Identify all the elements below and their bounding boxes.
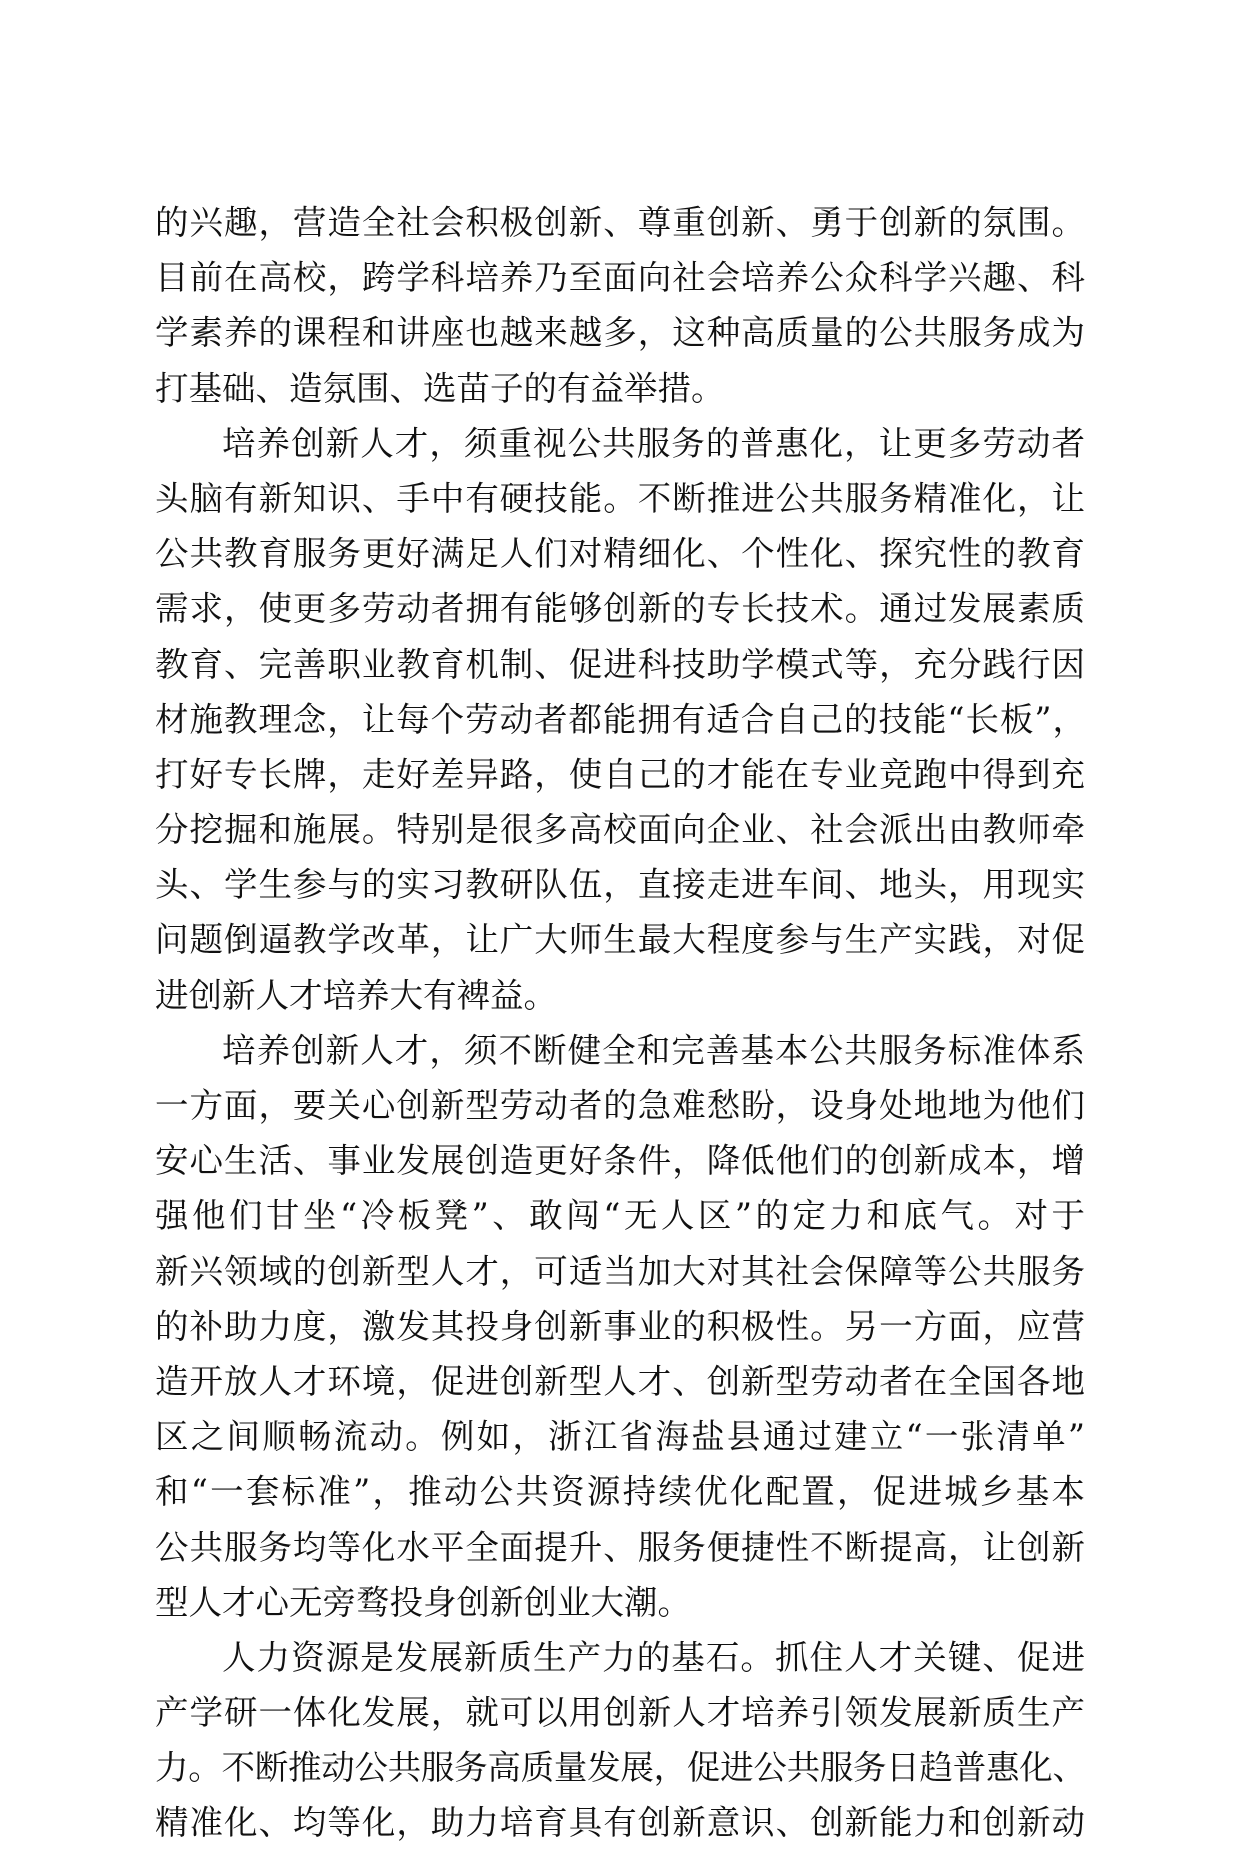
text-line: 区之间顺畅流动。例如，浙江省海盐县通过建立“一张清单” [155,1417,1085,1457]
text-line: 力。不断推动公共服务高质量发展，促进公共服务日趋普惠化、 [155,1748,1085,1788]
text-line: 和“一套标准”，推动公共资源持续优化配置，促进城乡基本 [155,1472,1085,1512]
text-line: 安心生活、事业发展创造更好条件，降低他们的创新成本，增 [155,1141,1085,1181]
text-line: 公共服务均等化水平全面提升、服务便捷性不断提高，让创新 [155,1527,1085,1567]
text-line: 型人才心无旁骛投身创新创业大潮。 [155,1582,691,1622]
text-line: 进创新人才培养大有裨益。 [155,975,557,1015]
text-line: 头、学生参与的实习教研队伍，直接走进车间、地头，用现实 [155,865,1085,905]
text-line: 一方面，要关心创新型劳动者的急难愁盼，设身处地地为他们 [155,1086,1085,1125]
text-line: 学素养的课程和讲座也越来越多，这种高质量的公共服务成为 [155,313,1085,353]
paragraph-first-line: 培养创新人才，须不断健全和完善基本公共服务标准体系 [222,1030,1085,1070]
paragraph-first-line: 人力资源是发展新质生产力的基石。抓住人才关键、促进 [222,1637,1085,1677]
text-line: 精准化、均等化，助力培育具有创新意识、创新能力和创新动 [155,1803,1085,1843]
text-line: 材施教理念，让每个劳动者都能拥有适合自己的技能“长板”， [155,699,1085,739]
text-line: 公共教育服务更好满足人们对精细化、个性化、探究性的教育 [155,534,1085,574]
body-text [155,195,1085,1851]
text-line: 新兴领域的创新型人才，可适当加大对其社会保障等公共服务 [155,1251,1085,1291]
text-line: 分挖掘和施展。特别是很多高校面向企业、社会派出由教师牵 [155,810,1085,850]
text-line: 头脑有新知识、手中有硬技能。不断推进公共服务精准化，让 [155,478,1085,518]
text-line: 打基础、造氛围、选苗子的有益举措。 [155,368,725,408]
text-line: 目前在高校，跨学科培养乃至面向社会培养公众科学兴趣、科 [155,258,1085,298]
text-line: 问题倒逼教学改革，让广大师生最大程度参与生产实践，对促 [155,920,1085,960]
text-line: 产学研一体化发展，就可以用创新人才培养引领发展新质生产 [155,1693,1085,1733]
text-line: 的兴趣，营造全社会积极创新、尊重创新、勇于创新的氛围。 [155,203,1085,242]
paragraph-first-line: 培养创新人才，须重视公共服务的普惠化，让更多劳动者 [222,423,1085,463]
text-line: 需求，使更多劳动者拥有能够创新的专长技术。通过发展素质 [155,589,1085,629]
text-line: 的补助力度，激发其投身创新事业的积极性。另一方面，应营 [155,1306,1085,1346]
text-line: 打好专长牌，走好差异路，使自己的才能在专业竞跑中得到充 [155,754,1085,794]
text-line: 强他们甘坐“冷板凳”、敢闯“无人区”的定力和底气。对于 [155,1196,1085,1236]
text-line: 教育、完善职业教育机制、促进科技助学模式等，充分践行因 [155,644,1085,684]
text-line: 造开放人才环境，促进创新型人才、创新型劳动者在全国各地 [155,1361,1085,1401]
